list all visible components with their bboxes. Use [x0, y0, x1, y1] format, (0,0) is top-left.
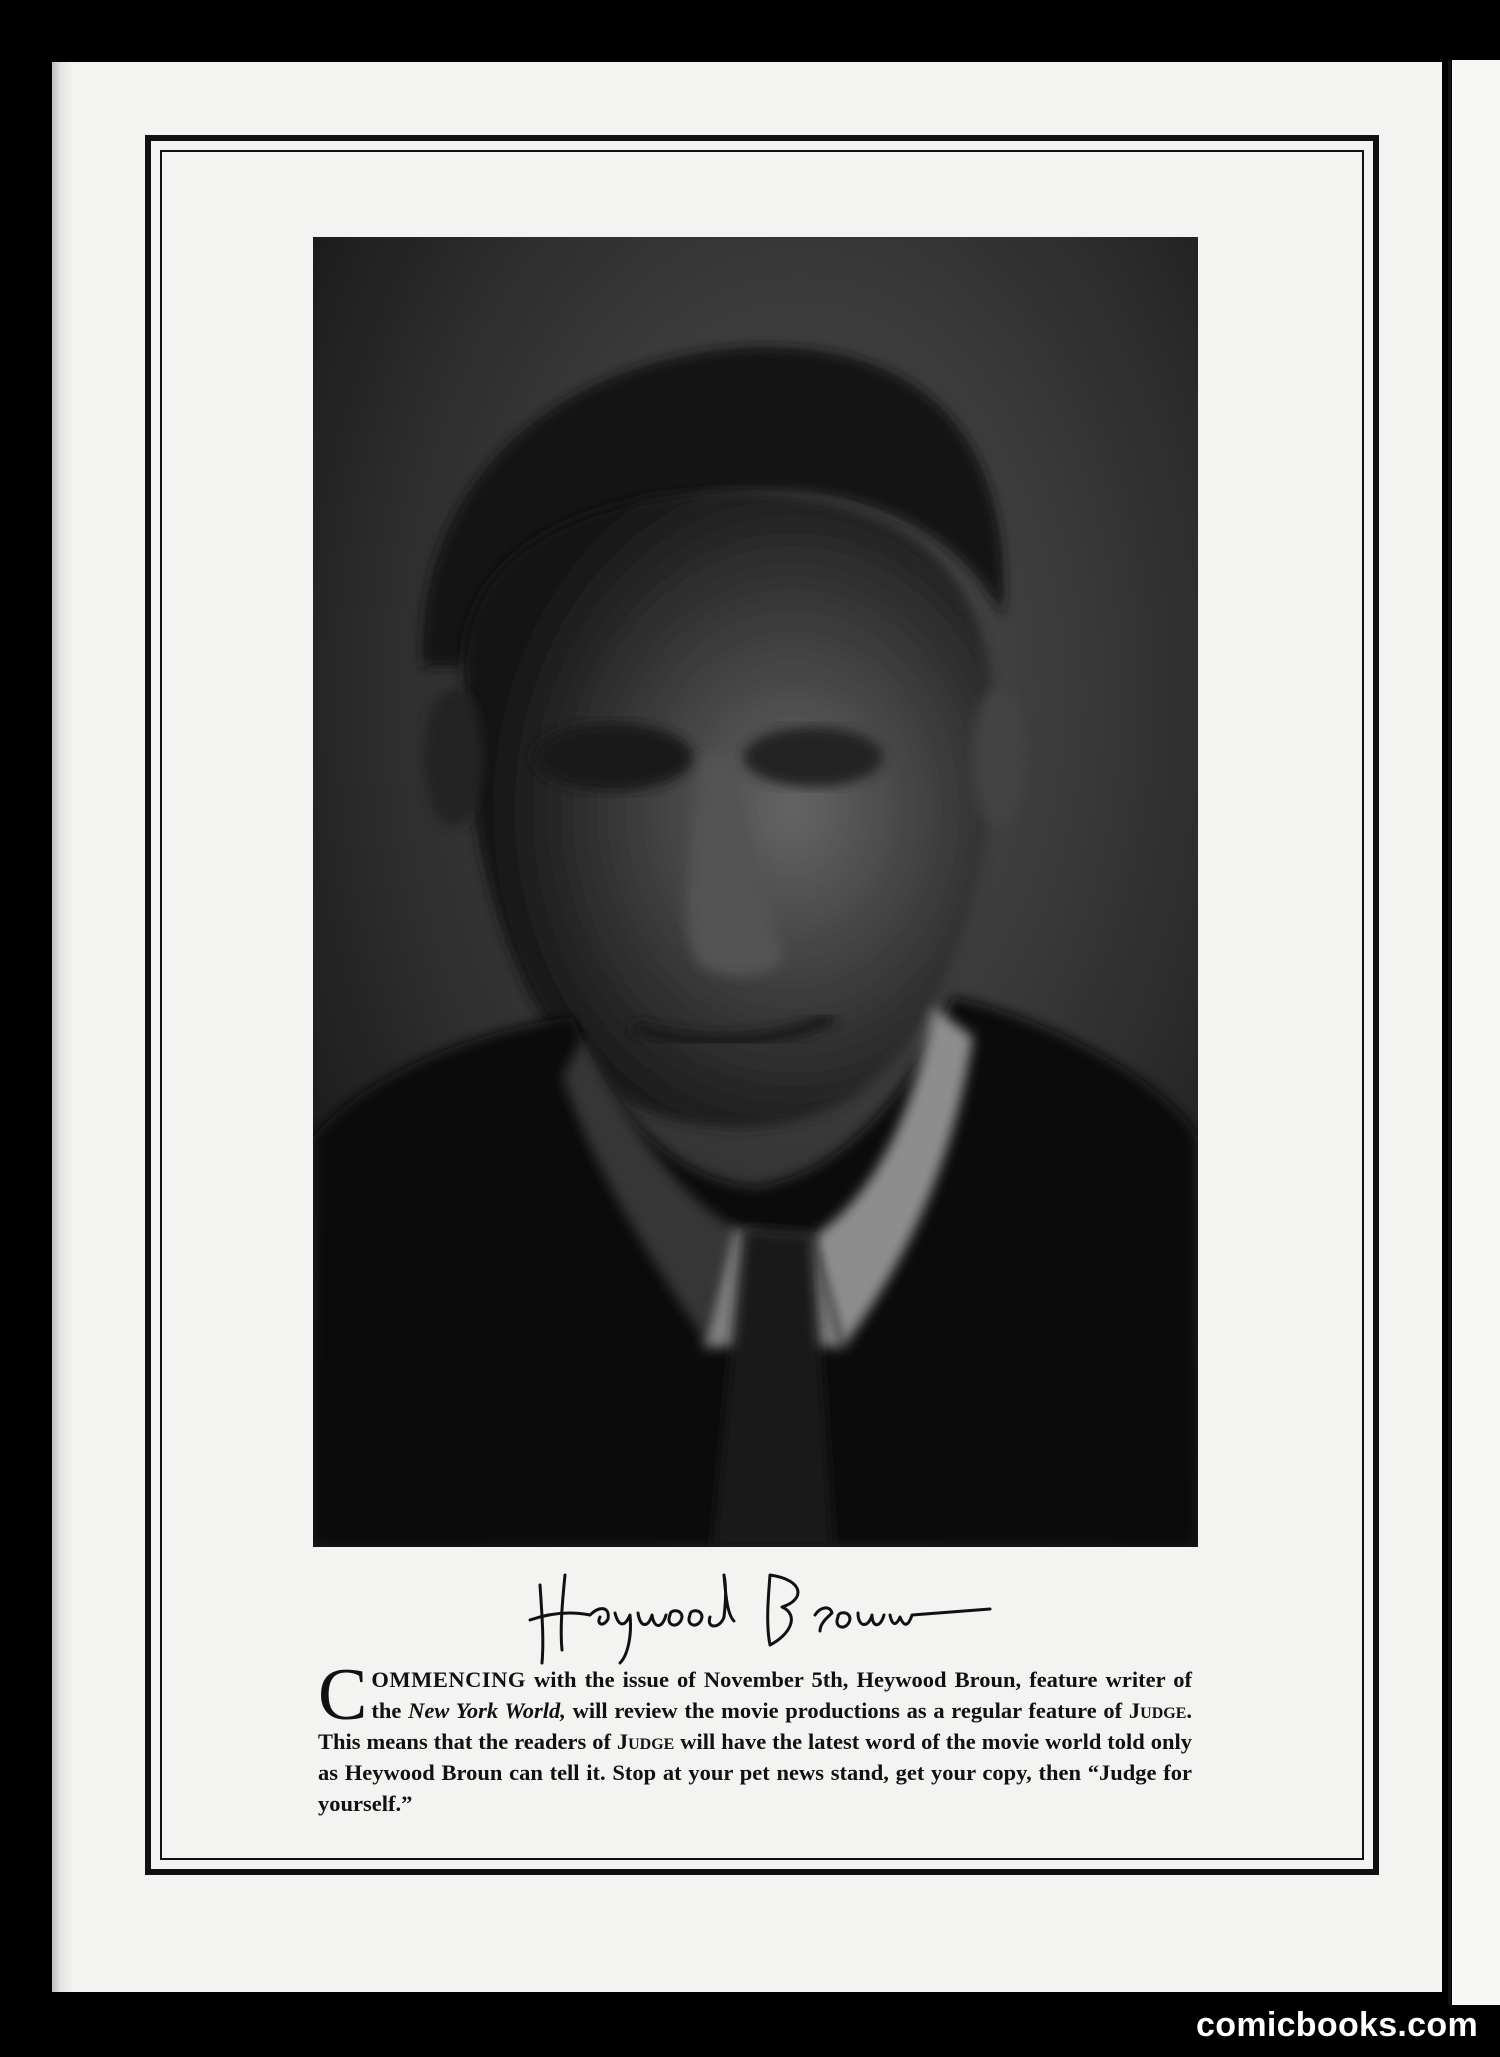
publication-name: New York World,	[408, 1698, 566, 1723]
watermark-logo: comicbooks.com	[1196, 2006, 1478, 2044]
text-segment: with the issue of November 5th, Heywood Broun, feature writer of the	[371, 1667, 1192, 1723]
magazine-name: Judge	[616, 1729, 675, 1754]
text-segment: . This means that the readers of	[318, 1698, 1192, 1754]
lead-word: OMMENCING	[371, 1667, 526, 1692]
portrait-photo	[313, 237, 1198, 1547]
drop-cap: C	[318, 1654, 368, 1736]
signature	[520, 1545, 1000, 1665]
announcement-paragraph	[318, 1654, 1192, 1819]
text-segment: will review the movie productions as a regular feature of	[565, 1698, 1129, 1723]
facing-page-edge	[1452, 60, 1500, 2005]
page-edge-shadow	[52, 62, 74, 1992]
magazine-name: Judge	[1128, 1698, 1187, 1723]
text-segment: will have the latest word of the movie world told only as Heywood Broun can tell it. Stop at your pet news stand, get your copy, then “Judge for yourself.”	[318, 1729, 1192, 1816]
facing-page-rule	[1448, 60, 1451, 2005]
